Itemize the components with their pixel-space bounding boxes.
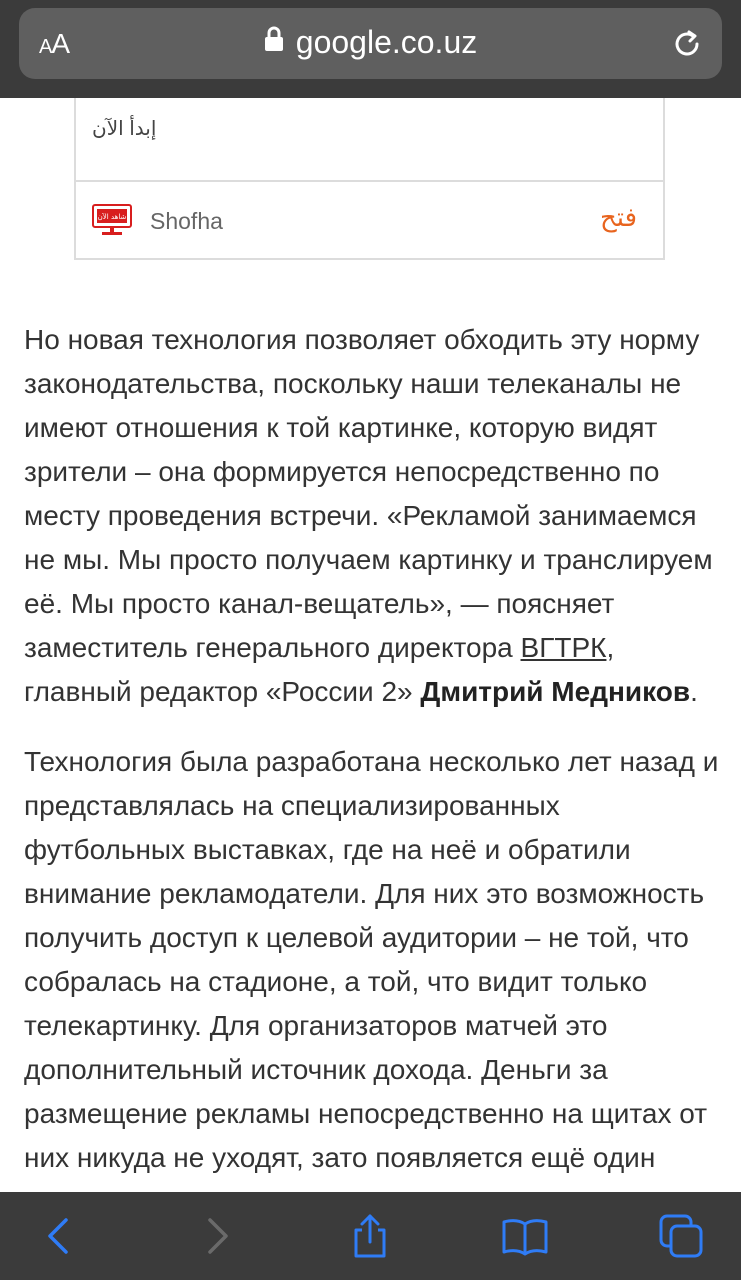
person-name: Дмитрий Медников xyxy=(420,676,691,707)
paragraph-1-text: Но новая технология позволяет обходить эту норму законодательства, поскольку наши телеканалы не имеют отношения к той картинке, которую видят зрители – она формируется непосредственно по месту проведения встречи. «Рекламой занимаемся не мы. Мы просто получаем картинку и транслируем её. Мы просто канал-вещатель», — поясняет заместитель генерального директора xyxy=(24,324,713,663)
bookmarks-icon[interactable] xyxy=(501,1212,549,1260)
paragraph-1-mid: , главный редактор «России 2» xyxy=(24,632,615,707)
browser-top-bar xyxy=(0,0,741,98)
tv-logo-icon xyxy=(92,204,132,236)
tv-logo-text: شاهد الآن xyxy=(97,213,127,221)
reload-icon[interactable] xyxy=(670,27,704,61)
article-paragraph-2: Технология была разработана несколько лет назад и представлялась на специализированных футбольных выставках, где на неё и обратили внимание рекламодатели. Для них это возможность получить доступ к целевой аудитории – не той, что собралась на стадионе, а той, что видит только телекартинку. Для организаторов матчей это дополнительный источник дохода. Деньги за размещение рекламы непосредственно на щитах от них никуда не уходят, зато появляется ещё один xyxy=(24,746,719,1173)
forward-icon xyxy=(194,1212,242,1260)
article-body xyxy=(24,318,724,1206)
text-size-small-label: A xyxy=(39,36,52,58)
ad-open-button[interactable]: فتح xyxy=(599,202,637,232)
article-paragraph-1 xyxy=(24,318,724,714)
ad-divider xyxy=(76,180,663,182)
address-bar[interactable] xyxy=(19,8,722,79)
lock-icon xyxy=(264,23,284,60)
browser-bottom-toolbar xyxy=(0,1192,741,1280)
vgtrk-link[interactable]: ВГТРК xyxy=(520,632,607,663)
ad-brand-name: Shofha xyxy=(150,208,223,234)
url-text: google.co.uz xyxy=(295,24,478,60)
share-icon[interactable] xyxy=(346,1212,394,1260)
ad-start-text: إبدأ الآن xyxy=(92,118,157,140)
tabs-icon[interactable] xyxy=(657,1212,705,1260)
url-display[interactable] xyxy=(19,24,722,61)
back-icon[interactable] xyxy=(36,1212,84,1260)
text-size-large-label: A xyxy=(51,28,70,59)
ad-box[interactable] xyxy=(74,98,665,260)
paragraph-1-end: . xyxy=(690,676,698,707)
